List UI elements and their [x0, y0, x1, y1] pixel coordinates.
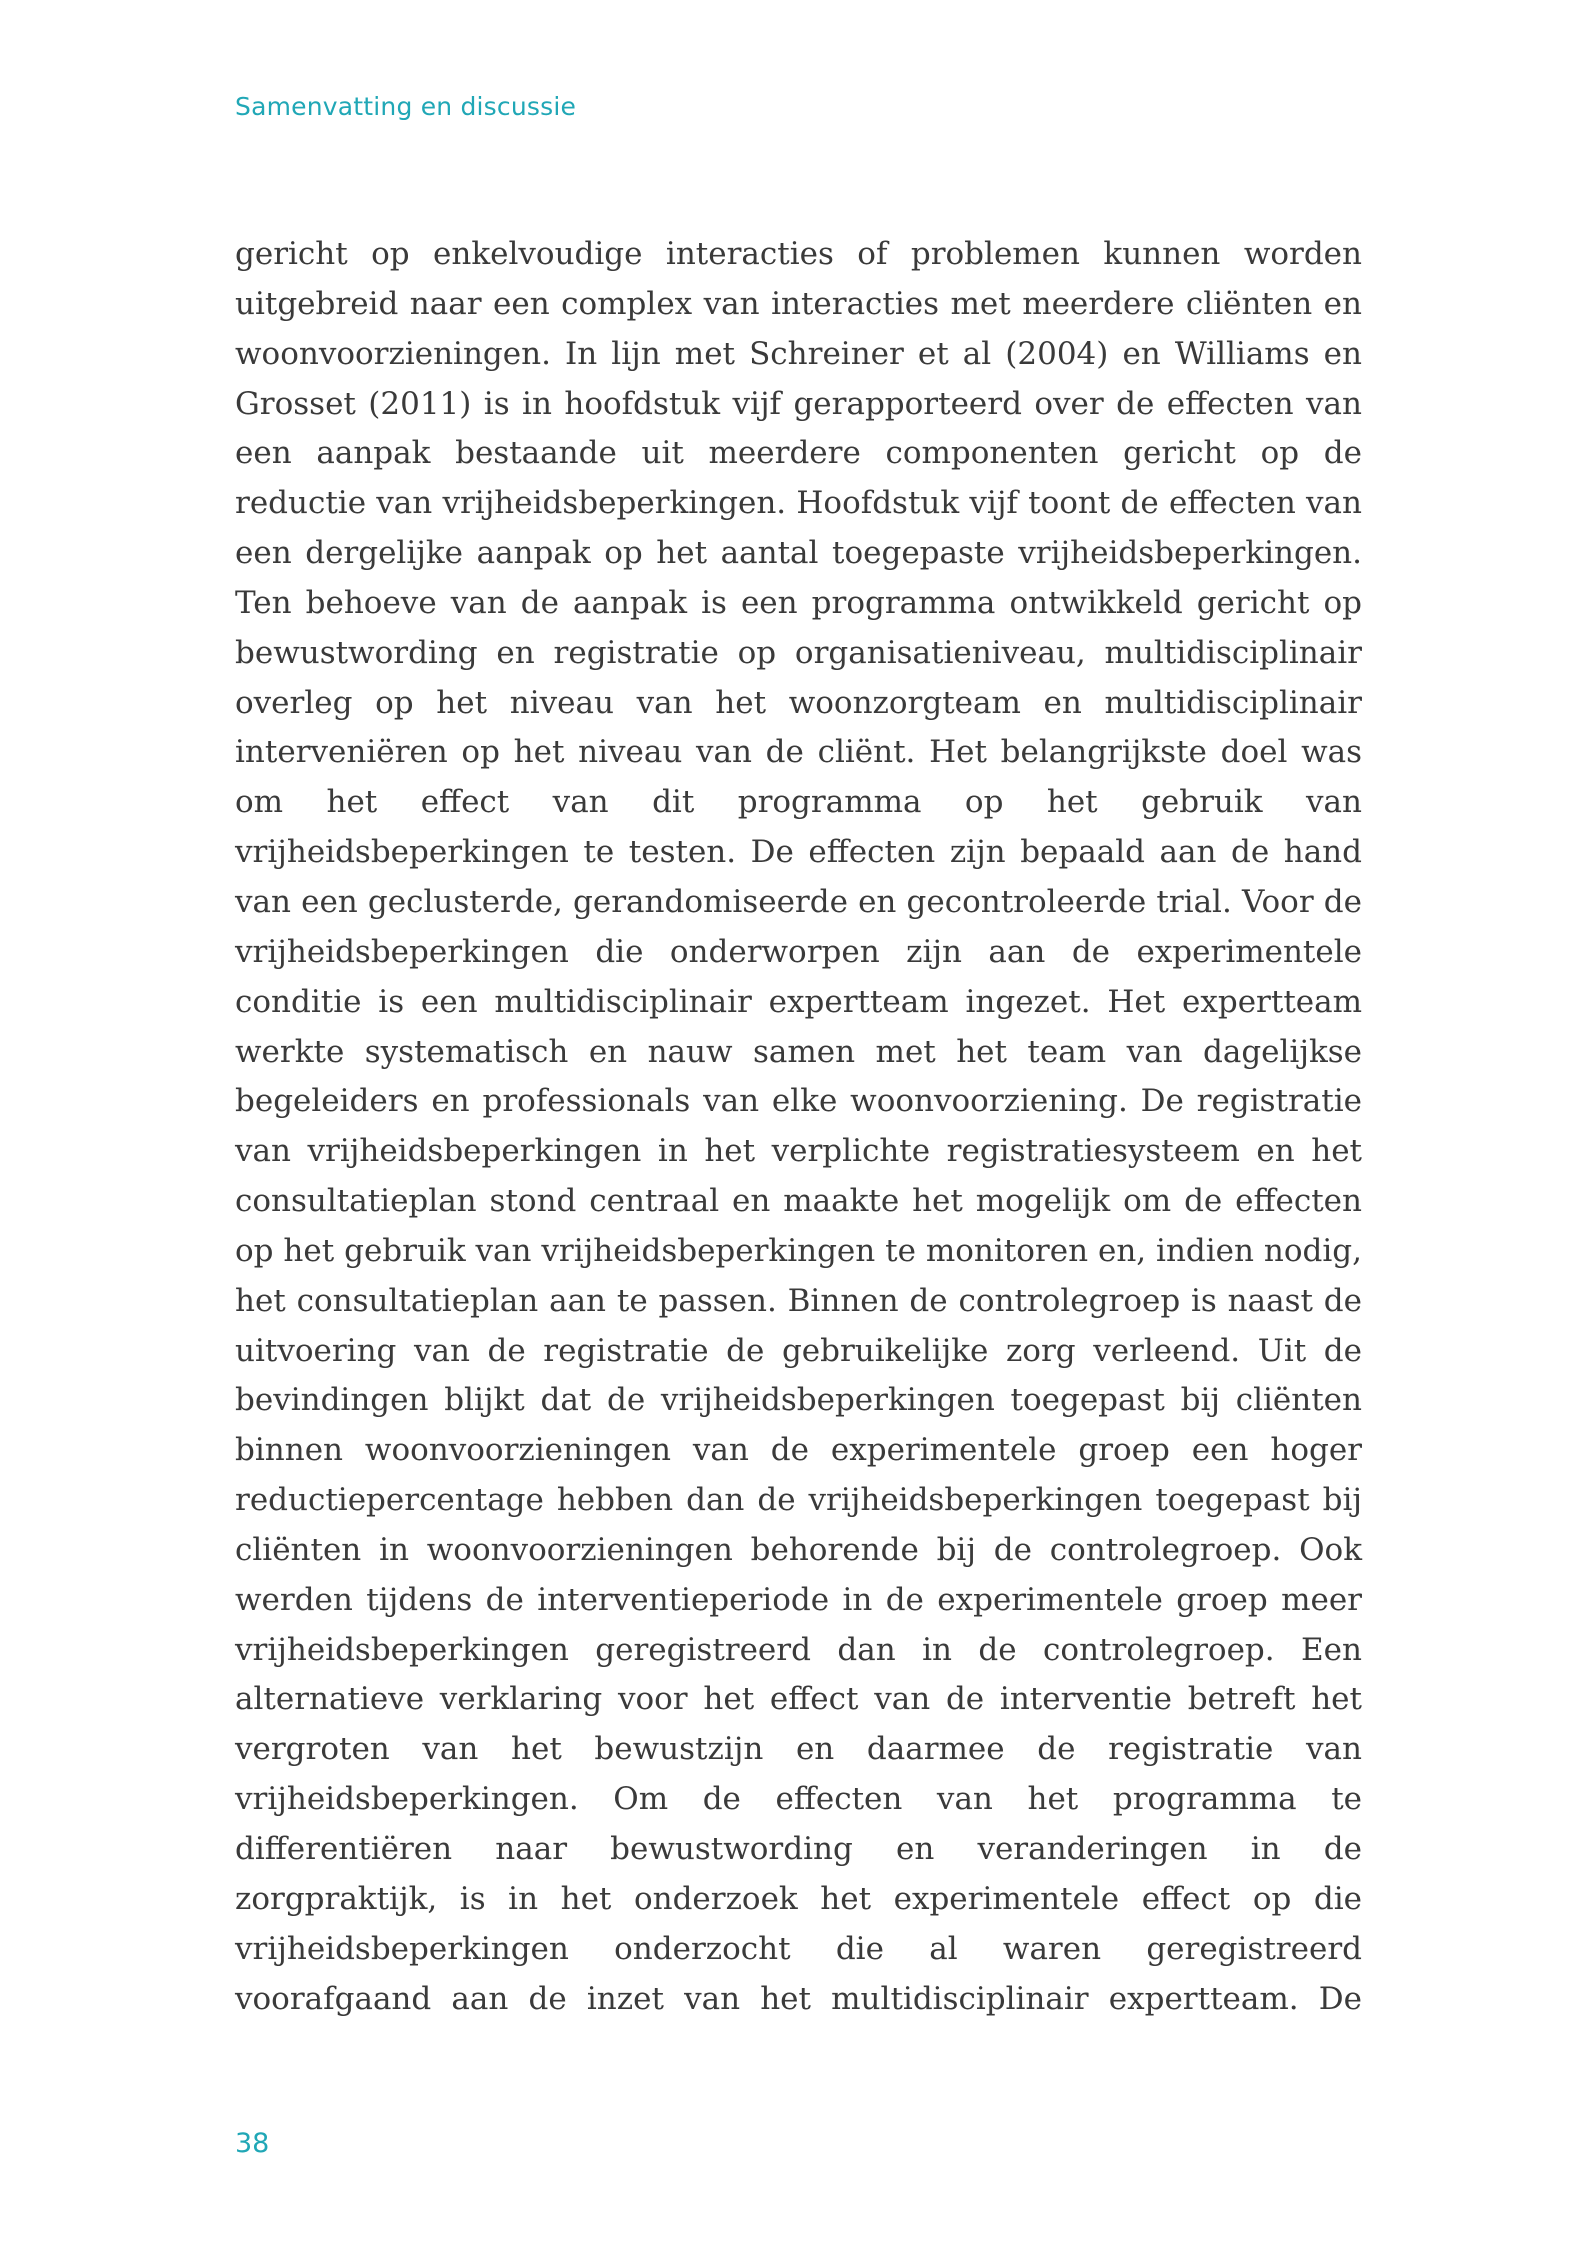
running-header: Samenvatting en discussie: [235, 92, 577, 121]
body-paragraph: gericht op enkelvoudige interacties of problemen kunnen worden uitgebreid naar een complex van interacties met meerdere cliënten en woonvoorzieningen. In lijn met Schreiner et al (2004) en Williams en Grosset (2011) is in hoofdstuk vijf gerapporteerd over de effecten van een aanpak bestaande uit meerdere componenten gericht op de reductie van vrijheidsbeperkingen. Hoofdstuk vijf toont de effecten van een dergelijke aanpak op het aantal toegepaste vrijheidsbeperkingen. Ten behoeve van de aanpak is een programma ontwikkeld gericht op bewustwording en registratie op organisatieniveau, multidisciplinair overleg op het niveau van het woonzorgteam en multidisciplinair interveniëren op het niveau van de cliënt. Het belangrijkste doel was om het effect van dit programma op het gebruik van vrijheidsbeperkingen te testen. De effecten zijn bepaald aan de hand van een geclusterde, gerandomiseerde en gecontroleerde trial. Voor de vrijheidsbeperkingen die onderworpen zijn aan de experimentele conditie is een multidisciplinair expertteam ingezet. Het expertteam werkte systematisch en nauw samen met het team van dagelijkse begeleiders en professionals van elke woonvoorziening. De registratie van vrijheidsbeperkingen in het verplichte registratiesysteem en het consultatieplan stond centraal en maakte het mogelijk om de effecten op het gebruik van vrijheidsbeperkingen te monitoren en, indien nodig, het consultatieplan aan te passen. Binnen de controlegroep is naast de uitvoering van de registratie de gebruikelijke zorg verleend. Uit de bevindingen blijkt dat de vrijheidsbeperkingen toegepast bij cliënten binnen woonvoorzieningen van de experimentele groep een hoger reductiepercentage hebben dan de vrijheidsbeperkingen toegepast bij cliënten in woonvoorzieningen behorende bij de controlegroep. Ook werden tijdens de interventieperiode in de experimentele groep meer vrijheidsbeperkingen geregistreerd dan in de controlegroep. Een alternatieve verklaring voor het effect van de interventie betreft het vergroten van het bewustzijn en daarmee de registratie van vrijheidsbeperkingen. Om de effecten van het programma te differentiëren naar bewustwording en veranderingen in de zorgpraktijk, is in het onderzoek het experimentele effect op die vrijheidsbeperkingen onderzocht die al waren geregistreerd voorafgaand aan de inzet van het multidisciplinair expertteam. De: [235, 236, 1362, 2017]
page-number: 38: [235, 2128, 270, 2159]
